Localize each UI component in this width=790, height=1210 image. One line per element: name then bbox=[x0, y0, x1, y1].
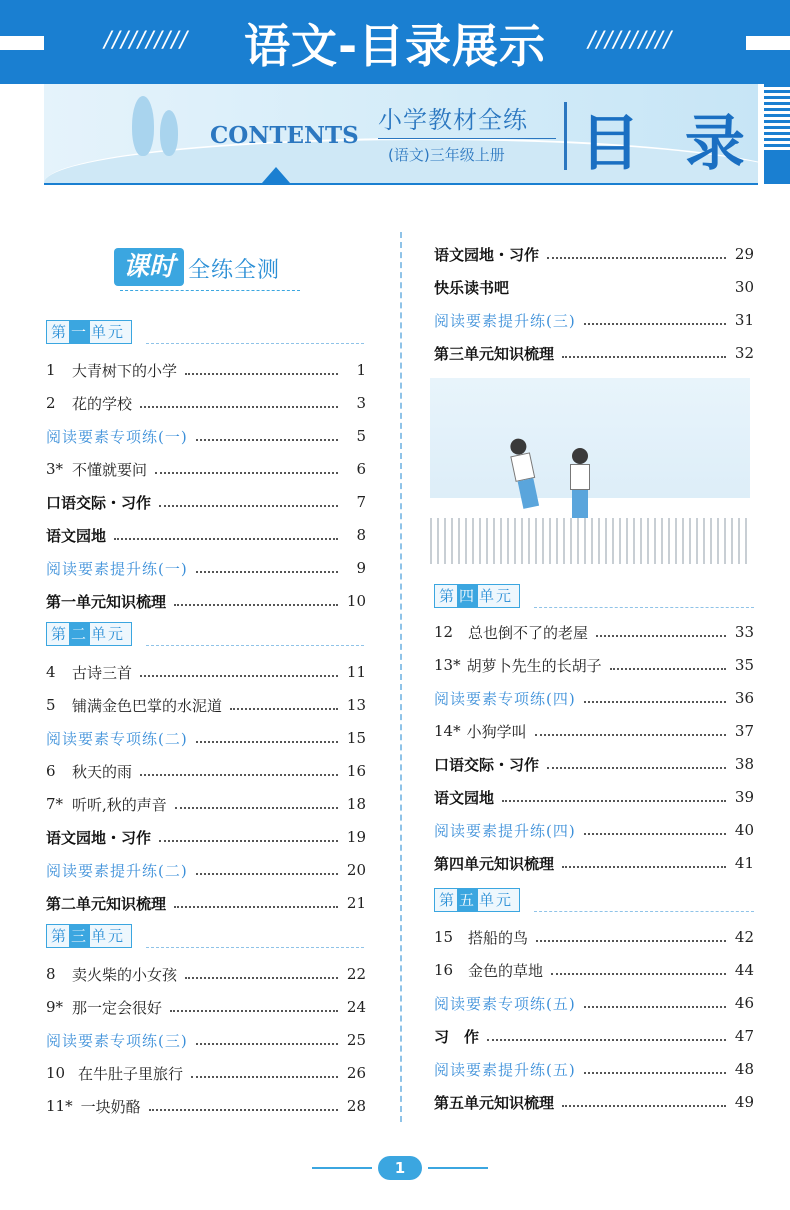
entry-page: 21 bbox=[346, 894, 366, 912]
leader-dots bbox=[149, 1101, 338, 1111]
footer-line-right bbox=[428, 1167, 488, 1169]
entry-title: 铺满金色巴掌的水泥道 bbox=[72, 696, 223, 715]
toc-entry[interactable] bbox=[434, 686, 754, 710]
entry-page: 25 bbox=[346, 1031, 366, 1049]
entry-title: 小狗学叫 bbox=[466, 722, 527, 741]
leader-dots bbox=[185, 969, 338, 979]
leader-dots bbox=[584, 1064, 726, 1074]
toc-entry[interactable] bbox=[434, 341, 754, 365]
toc-entry[interactable] bbox=[434, 275, 754, 299]
entry-title: 阅读要素提升练(四) bbox=[434, 821, 576, 840]
leader-dots bbox=[140, 667, 338, 677]
toc-entry[interactable] bbox=[46, 556, 366, 580]
unit-number: 一 bbox=[71, 323, 89, 341]
toc-entry[interactable] bbox=[434, 958, 754, 982]
entry-title: 语文园地・习作 bbox=[46, 828, 152, 847]
entry-page: 6 bbox=[356, 460, 366, 478]
grade-underline bbox=[378, 138, 556, 139]
toc-entry[interactable] bbox=[434, 308, 754, 332]
entry-page: 39 bbox=[734, 788, 754, 806]
leader-gap bbox=[517, 282, 726, 292]
entry-number: 12 bbox=[434, 623, 454, 641]
entry-page: 15 bbox=[346, 729, 366, 747]
entry-page: 16 bbox=[346, 762, 366, 780]
toc-entry[interactable] bbox=[46, 424, 366, 448]
toc-entry[interactable] bbox=[46, 759, 366, 783]
entry-number: 11* bbox=[46, 1097, 73, 1115]
leader-dots bbox=[196, 563, 338, 573]
entry-title: 口语交际・习作 bbox=[46, 493, 152, 512]
entry-title: 语文园地 bbox=[46, 526, 107, 545]
leader-dots bbox=[610, 660, 726, 670]
toc-entry[interactable] bbox=[46, 490, 366, 514]
entry-page: 47 bbox=[734, 1027, 754, 1045]
toc-entry[interactable] bbox=[46, 358, 366, 382]
entry-title: 阅读要素专项练(五) bbox=[434, 994, 576, 1013]
leader-dots bbox=[562, 348, 726, 358]
child-figure-icon bbox=[566, 448, 594, 518]
entry-title: 在牛肚子里旅行 bbox=[78, 1064, 184, 1083]
entry-title: 不懂就要问 bbox=[72, 460, 148, 479]
toc-entry[interactable] bbox=[46, 891, 366, 915]
entry-title: 大青树下的小学 bbox=[72, 361, 178, 380]
leader-dots bbox=[196, 733, 338, 743]
banner-title: 语文-目录展示 bbox=[243, 19, 547, 73]
entry-title: 语文园地 bbox=[434, 788, 495, 807]
leader-dots bbox=[551, 965, 726, 975]
unit-label bbox=[46, 320, 132, 344]
entry-number: 15 bbox=[434, 928, 454, 946]
unit-suffix: 单元 bbox=[479, 891, 514, 909]
toc-entry[interactable] bbox=[46, 726, 366, 750]
section-badge-text: 全练全测 bbox=[188, 258, 281, 283]
toc-entry[interactable] bbox=[46, 391, 366, 415]
entry-number: 3* bbox=[46, 460, 64, 478]
unit-header-3 bbox=[46, 924, 364, 950]
entry-page: 10 bbox=[346, 592, 366, 610]
footer-line-left bbox=[312, 1167, 372, 1169]
entry-title: 语文园地・习作 bbox=[434, 245, 540, 264]
entry-title: 一块奶酪 bbox=[80, 1097, 141, 1116]
entry-title: 卖火柴的小女孩 bbox=[72, 965, 178, 984]
entry-title: 阅读要素提升练(五) bbox=[434, 1060, 576, 1079]
toc-entry[interactable] bbox=[46, 457, 366, 481]
toc-entry[interactable] bbox=[46, 1094, 366, 1118]
entry-page: 9 bbox=[356, 559, 366, 577]
entry-title: 搭船的鸟 bbox=[468, 928, 529, 947]
entry-page: 18 bbox=[346, 795, 366, 813]
unit-number: 二 bbox=[71, 625, 89, 643]
leader-dots bbox=[196, 1035, 338, 1045]
unit-label bbox=[434, 584, 520, 608]
entry-page: 13 bbox=[346, 696, 366, 714]
unit-suffix: 单元 bbox=[91, 625, 126, 643]
top-banner bbox=[0, 0, 790, 84]
toc-entry[interactable] bbox=[434, 242, 754, 266]
toc-entry[interactable] bbox=[46, 825, 366, 849]
leader-dots bbox=[547, 249, 726, 259]
entry-page: 35 bbox=[734, 656, 754, 674]
entry-title: 阅读要素提升练(一) bbox=[46, 559, 188, 578]
entry-page: 22 bbox=[346, 965, 366, 983]
entry-page: 49 bbox=[734, 1093, 754, 1111]
leader-dots bbox=[175, 799, 338, 809]
entry-number: 4 bbox=[46, 663, 56, 681]
entry-title: 第四单元知识梳理 bbox=[434, 854, 555, 873]
entry-title: 阅读要素专项练(一) bbox=[46, 427, 188, 446]
banner-slashes-left: ////////// bbox=[104, 28, 189, 53]
unit-number: 五 bbox=[459, 891, 477, 909]
entry-title: 金色的草地 bbox=[468, 961, 544, 980]
unit-dashed-line bbox=[146, 343, 364, 344]
entry-number: 14* bbox=[434, 722, 461, 740]
entry-page: 31 bbox=[734, 311, 754, 329]
entry-title: 阅读要素专项练(三) bbox=[46, 1031, 188, 1050]
unit-header-1 bbox=[46, 320, 364, 346]
entry-number: 6 bbox=[46, 762, 56, 780]
entry-number: 7* bbox=[46, 795, 64, 813]
entry-page: 42 bbox=[734, 928, 754, 946]
unit-suffix: 单元 bbox=[91, 323, 126, 341]
entry-page: 36 bbox=[734, 689, 754, 707]
entry-number: 2 bbox=[46, 394, 56, 412]
unit-prefix: 第 bbox=[51, 323, 69, 341]
triangle-icon bbox=[262, 167, 290, 183]
unit-header-4 bbox=[434, 584, 754, 610]
leader-dots bbox=[487, 1031, 726, 1041]
entry-page: 20 bbox=[346, 861, 366, 879]
entry-page: 46 bbox=[734, 994, 754, 1012]
toc-entry[interactable] bbox=[434, 752, 754, 776]
entry-number: 10 bbox=[46, 1064, 66, 1082]
unit-number: 四 bbox=[459, 587, 477, 605]
toc-entry[interactable] bbox=[434, 1024, 754, 1048]
leader-dots bbox=[159, 497, 338, 507]
leader-dots bbox=[159, 832, 338, 842]
entry-page: 19 bbox=[346, 828, 366, 846]
entry-page: 32 bbox=[734, 344, 754, 362]
entry-page: 41 bbox=[734, 854, 754, 872]
unit-header-2 bbox=[46, 622, 364, 648]
toc-entry[interactable] bbox=[46, 792, 366, 816]
entry-title: 快乐读书吧 bbox=[434, 278, 510, 297]
toc-entry[interactable] bbox=[434, 719, 754, 743]
series-name: 小学教材全练 bbox=[378, 106, 528, 134]
banner-slashes-right: ////////// bbox=[588, 28, 673, 53]
entry-page: 38 bbox=[734, 755, 754, 773]
leader-dots bbox=[584, 693, 726, 703]
entry-page: 48 bbox=[734, 1060, 754, 1078]
unit-dashed-line bbox=[146, 645, 364, 646]
contents-word: CONTENTS bbox=[210, 122, 359, 149]
leader-dots bbox=[114, 530, 338, 540]
toc-entry[interactable] bbox=[46, 858, 366, 882]
leader-dots bbox=[584, 825, 726, 835]
entry-page: 44 bbox=[734, 961, 754, 979]
entry-page: 26 bbox=[346, 1064, 366, 1082]
leader-dots bbox=[562, 858, 726, 868]
column-divider bbox=[400, 232, 402, 1122]
tree-icon bbox=[160, 110, 178, 156]
leader-dots bbox=[562, 1097, 726, 1107]
entry-page: 30 bbox=[734, 278, 754, 296]
leader-dots bbox=[536, 932, 726, 942]
header-stripes-block bbox=[764, 150, 790, 184]
banner-bar-left bbox=[0, 36, 44, 50]
entry-title: 第五单元知识梳理 bbox=[434, 1093, 555, 1112]
toc-entry[interactable] bbox=[434, 818, 754, 842]
unit-suffix: 单元 bbox=[91, 927, 126, 945]
unit-dashed-line bbox=[146, 947, 364, 948]
unit-header-5 bbox=[434, 888, 754, 914]
page-number: 1 bbox=[378, 1156, 422, 1180]
leader-dots bbox=[502, 792, 726, 802]
entry-number: 5 bbox=[46, 696, 56, 714]
unit-label bbox=[46, 622, 132, 646]
tree-icon bbox=[132, 96, 154, 156]
toc-entry[interactable] bbox=[46, 589, 366, 613]
header-bottom-line bbox=[44, 183, 758, 185]
entry-page: 24 bbox=[346, 998, 366, 1016]
entry-title: 第二单元知识梳理 bbox=[46, 894, 167, 913]
entry-number: 16 bbox=[434, 961, 454, 979]
toc-entry[interactable] bbox=[434, 653, 754, 677]
entry-title: 第三单元知识梳理 bbox=[434, 344, 555, 363]
entry-title: 阅读要素提升练(二) bbox=[46, 861, 188, 880]
entry-page: 1 bbox=[356, 361, 366, 379]
section-badge-underline bbox=[120, 290, 300, 291]
page-title: 目 录 bbox=[580, 109, 757, 179]
toc-entry[interactable] bbox=[434, 1090, 754, 1114]
entry-page: 28 bbox=[346, 1097, 366, 1115]
toc-entry[interactable] bbox=[434, 1057, 754, 1081]
leader-dots bbox=[185, 365, 338, 375]
toc-entry[interactable] bbox=[434, 851, 754, 875]
unit-label bbox=[434, 888, 520, 912]
leader-dots bbox=[140, 398, 338, 408]
entry-title: 胡萝卜先生的长胡子 bbox=[466, 656, 602, 675]
section-badge-box: 课时 bbox=[114, 248, 184, 286]
entry-page: 33 bbox=[734, 623, 754, 641]
flower-field-icon bbox=[430, 518, 750, 564]
entry-number: 1 bbox=[46, 361, 56, 379]
unit-label bbox=[46, 924, 132, 948]
header-divider bbox=[564, 102, 567, 170]
banner-bar-right bbox=[746, 36, 790, 50]
entry-title: 口语交际・习作 bbox=[434, 755, 540, 774]
unit-suffix: 单元 bbox=[479, 587, 514, 605]
leader-dots bbox=[230, 700, 338, 710]
entry-page: 5 bbox=[356, 427, 366, 445]
entry-title: 花的学校 bbox=[72, 394, 133, 413]
entry-number: 9* bbox=[46, 998, 64, 1016]
leader-dots bbox=[596, 627, 726, 637]
toc-entry[interactable] bbox=[434, 620, 754, 644]
leader-dots bbox=[547, 759, 726, 769]
entry-title: 古诗三首 bbox=[72, 663, 133, 682]
entry-title: 阅读要素提升练(三) bbox=[434, 311, 576, 330]
toc-entry[interactable] bbox=[46, 523, 366, 547]
entry-title: 那一定会很好 bbox=[72, 998, 163, 1017]
unit-dashed-line bbox=[534, 911, 754, 912]
toc-entry[interactable] bbox=[46, 962, 366, 986]
leader-dots bbox=[174, 898, 338, 908]
leader-dots bbox=[196, 865, 338, 875]
leader-dots bbox=[584, 315, 726, 325]
unit-prefix: 第 bbox=[51, 927, 69, 945]
toc-entry[interactable] bbox=[46, 995, 366, 1019]
entry-title: 第一单元知识梳理 bbox=[46, 592, 167, 611]
unit-prefix: 第 bbox=[51, 625, 69, 643]
entry-page: 8 bbox=[356, 526, 366, 544]
leader-dots bbox=[170, 1002, 338, 1012]
entry-page: 37 bbox=[734, 722, 754, 740]
entry-page: 29 bbox=[734, 245, 754, 263]
entry-title: 阅读要素专项练(四) bbox=[434, 689, 576, 708]
entry-page: 7 bbox=[356, 493, 366, 511]
children-running-illustration bbox=[430, 378, 750, 564]
toc-entry[interactable] bbox=[46, 693, 366, 717]
leader-dots bbox=[584, 998, 726, 1008]
toc-entry[interactable] bbox=[434, 925, 754, 949]
entry-title: 习 作 bbox=[434, 1027, 480, 1046]
leader-dots bbox=[196, 431, 338, 441]
toc-entry[interactable] bbox=[434, 785, 754, 809]
grade-name: (语文)三年级上册 bbox=[388, 146, 505, 164]
unit-prefix: 第 bbox=[439, 587, 457, 605]
entry-page: 11 bbox=[346, 663, 366, 681]
entry-title: 总也倒不了的老屋 bbox=[468, 623, 589, 642]
section-badge bbox=[114, 248, 300, 292]
contents-header bbox=[44, 84, 758, 184]
entry-page: 3 bbox=[356, 394, 366, 412]
unit-prefix: 第 bbox=[439, 891, 457, 909]
entry-page: 40 bbox=[734, 821, 754, 839]
toc-entry[interactable] bbox=[46, 1028, 366, 1052]
unit-dashed-line bbox=[534, 607, 754, 608]
leader-dots bbox=[155, 464, 338, 474]
entry-number: 8 bbox=[46, 965, 56, 983]
toc-entry[interactable] bbox=[46, 660, 366, 684]
entry-title: 阅读要素专项练(二) bbox=[46, 729, 188, 748]
entry-number: 13* bbox=[434, 656, 461, 674]
toc-entry[interactable] bbox=[434, 991, 754, 1015]
leader-dots bbox=[174, 596, 338, 606]
leader-dots bbox=[191, 1068, 338, 1078]
entry-title: 听听,秋的声音 bbox=[72, 795, 167, 814]
leader-dots bbox=[140, 766, 338, 776]
unit-number: 三 bbox=[71, 927, 89, 945]
leader-dots bbox=[535, 726, 726, 736]
toc-entry[interactable] bbox=[46, 1061, 366, 1085]
entry-title: 秋天的雨 bbox=[72, 762, 133, 781]
